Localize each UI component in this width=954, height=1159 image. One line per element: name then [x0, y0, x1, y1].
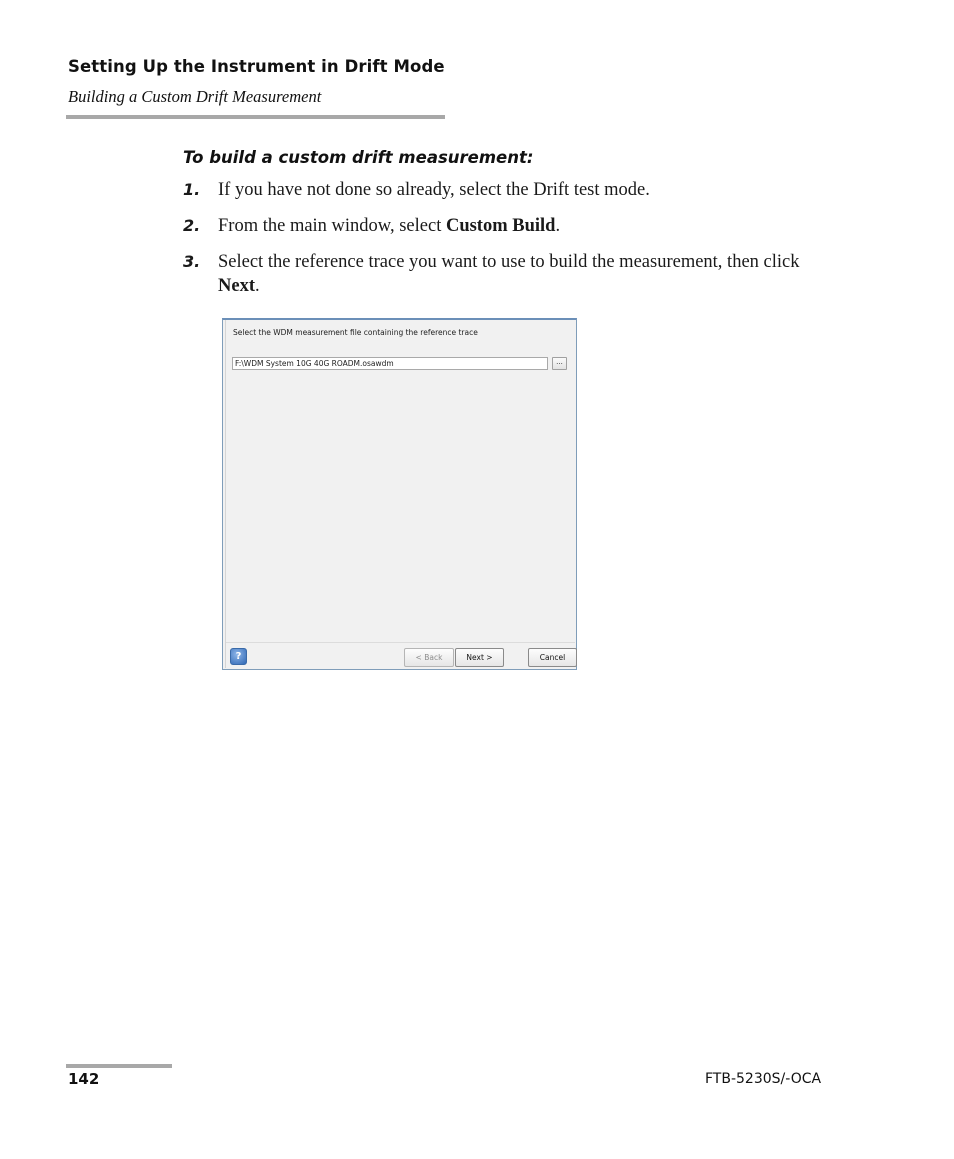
running-header-title: Setting Up the Instrument in Drift Mode	[68, 57, 445, 76]
reference-file-path-input[interactable]	[232, 357, 548, 370]
page-number: 142	[68, 1070, 100, 1088]
footer-divider	[66, 1064, 172, 1068]
step-text-tail: .	[555, 216, 561, 236]
step-text: If you have not done so already, select the Drift test mode.	[218, 180, 650, 200]
step-text-tail: .	[254, 276, 260, 296]
dialog-body	[225, 320, 575, 668]
header-divider	[66, 115, 445, 119]
dialog-prompt: Select the WDM measurement file containing the reference trace	[233, 328, 478, 337]
next-button[interactable]: Next >	[455, 648, 504, 667]
step-number: 3.	[183, 252, 201, 271]
step-number: 2.	[183, 216, 201, 235]
cancel-button[interactable]: Cancel	[528, 648, 577, 667]
step-text-lead: From the main window, select	[218, 216, 446, 236]
question-mark-icon[interactable]: ?	[230, 648, 247, 665]
step-text-lead: Select the reference trace you want to use to build the measurement, then click	[218, 252, 800, 272]
back-button[interactable]: < Back	[404, 648, 454, 667]
step-text-bold: Next	[218, 276, 255, 296]
step-text	[218, 214, 818, 238]
step-number: 1.	[183, 180, 201, 199]
procedure-heading: To build a custom drift measurement:	[183, 148, 534, 167]
running-header-subtitle: Building a Custom Drift Measurement	[68, 87, 322, 106]
wizard-dialog-screenshot	[222, 318, 577, 670]
document-id: FTB-5230S/-OCA	[705, 1071, 822, 1087]
browse-button[interactable]: ...	[552, 357, 567, 370]
dialog-footer-divider	[226, 642, 575, 643]
step-text	[218, 250, 818, 298]
step-text-bold: Custom Build	[445, 216, 556, 236]
